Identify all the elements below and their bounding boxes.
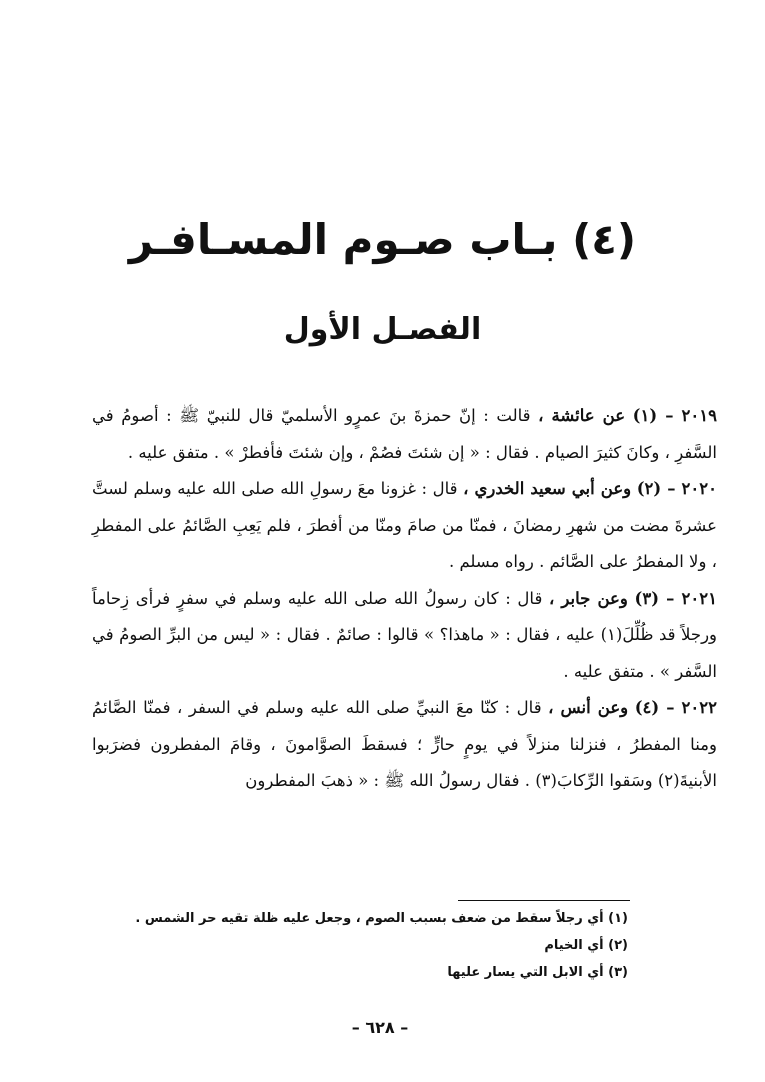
hadith-2020 bbox=[92, 471, 717, 581]
section-title: الفصـل الأول bbox=[283, 312, 482, 347]
hadith-number: ٢٠١٩ – (١) bbox=[632, 406, 717, 425]
footnote-3: (٣) أي الابل التي يسار عليها bbox=[447, 965, 628, 980]
hadith-2019 bbox=[92, 398, 717, 471]
hadith-2022 bbox=[92, 690, 717, 800]
hadith-narrator: وعن أبي سعيد الخدري ، bbox=[463, 479, 632, 498]
hadith-text: قالت : إنّ حمزةَ بنَ عمرٍو الأسلميّ قال للنبيّ ﷺ : أصومُ في السَّفرِ ، وكانَ كثيرَ الصيام . فقال : « إن شئتَ فصُمْ ، وإن شئتَ فأفطرْ » . متفق عليه . bbox=[92, 406, 717, 462]
hadith-number: ٢٠٢٠ – (٢) bbox=[636, 479, 717, 498]
hadith-body bbox=[92, 398, 717, 800]
hadith-number: ٢٠٢١ – (٣) bbox=[634, 588, 717, 608]
page-number: – ٦٢٨ – bbox=[351, 1018, 409, 1037]
footnotes bbox=[120, 905, 628, 986]
hadith-number: ٢٠٢٢ – (٤) bbox=[634, 698, 717, 717]
footnote-1: (١) أي رجلاً سقط من ضعف بسبب الصوم ، وجعل عليه ظلة تقيه حر الشمس . bbox=[135, 911, 628, 926]
hadith-2021 bbox=[92, 581, 717, 691]
footnote-divider bbox=[458, 900, 630, 901]
hadith-narrator: عن عائشة ، bbox=[538, 406, 626, 425]
hadith-text: قال : كنّا معَ النبيِّ صلى الله عليه وسلم في السفر ، فمنّا الصَّائمُ ومنا المفطرُ ، فنزلنا منزلاً في يومٍ حارٍّ ؛ فسقطَ الصوَّامونَ ، وقامَ المفطرون فضرَبوا الأبنيةَ(٢) وسَقوا الرِّكابَ(٣) . فقال رسولُ الله ﷺ : « ذهبَ المفطرون bbox=[92, 698, 717, 790]
hadith-text: قال : غزونا معَ رسولِ الله صلى الله عليه وسلم لستَّ عشرةَ مضت من شهرِ رمضانَ ، فمنّا من صامَ ومنّا من أفطرَ ، فلم يَعِبِ الصَّائمُ على المفطرِ ، ولا المفطرُ على الصَّائم . رواه مسلم . bbox=[92, 479, 717, 571]
hadith-narrator: وعن جابر ، bbox=[548, 588, 628, 608]
footnote-2: (٢) أي الخيام bbox=[544, 938, 628, 953]
hadith-text: قال : كان رسولُ الله صلى الله عليه وسلم في سفرٍ فرأى زِحاماً ورجلاً قد ظُلِّلَ(١) عليه ، فقال : « ماهذا؟ » قالوا : صائمٌ . فقال : « ليس من البرِّ الصومُ في السَّفر » . متفق عليه . bbox=[92, 588, 718, 681]
hadith-narrator: وعن أنس ، bbox=[548, 698, 629, 717]
chapter-title: (٤) بـاب صـوم المسـافـر bbox=[128, 215, 637, 264]
